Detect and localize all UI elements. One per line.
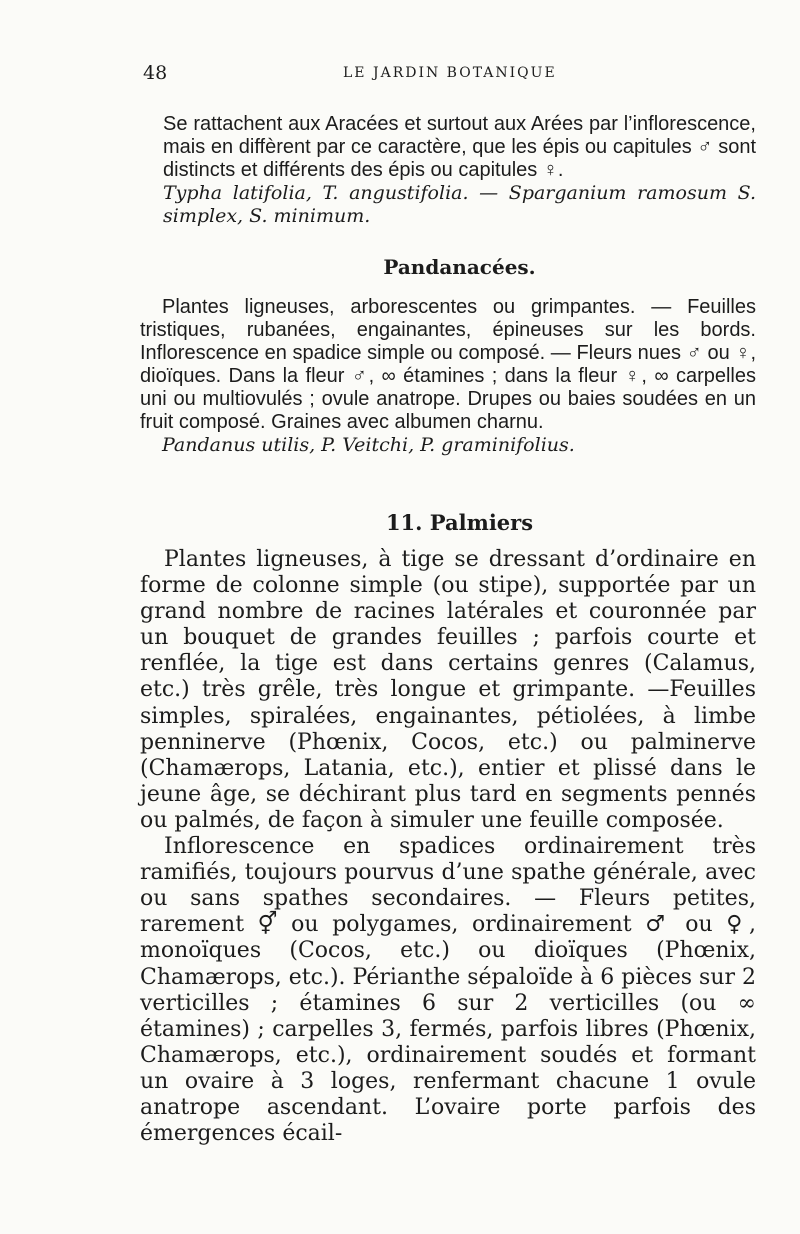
- palmiers-paragraph-1: Plantes ligneuses, à tige se dressant d’ordinaire en forme de colonne simple (ou stipe), supportée par un grand nombre de racines latérales et couronnée par un bouquet de grandes feuilles ; parfois courte et renflée, la tige est dans certains genres (Calamus, etc.) très grêle, très longue et grimpante. —Feuilles simples, spiralées, engainantes, pétiolées, à limbe penninerve (Phœnix, Cocos, etc.) ou palminerve (Chamærops, Latania, etc.), entier et plissé dans le jeune âge, se déchirant plus tard en segments pennés ou palmés, de façon à simuler une feuille composée.: [140, 547, 756, 833]
- pandanacees-heading: Pandanacées.: [383, 255, 536, 279]
- pandanacees-species: Pandanus utilis, P. Veitchi, P. graminifolius.: [162, 434, 575, 456]
- typhacees-section: [163, 113, 756, 228]
- typhacees-species: Typha latifolia, T. angustifolia. — Sparganium ramosum S. simplex, S. minimum.: [163, 182, 756, 227]
- palmiers-section: [140, 547, 756, 1147]
- typhacees-paragraph: Se rattachent aux Aracées et surtout aux Arées par l’inflorescence, mais en diffèrent par ce caractère, que les épis ou capitules ♂ sont distincts et différents des épis ou capitules ♀.: [163, 113, 756, 181]
- pandanacees-paragraph: Plantes ligneuses, arborescentes ou grimpantes. — Feuilles tristiques, rubanées, engainantes, épineuses sur les bords. Inflorescence en spadice simple ou composé. — Fleurs nues ♂ ou ♀, dioïques. Dans la fleur ♂, ∞ étamines ; dans la fleur ♀, ∞ carpelles uni ou multiovulés ; ovule anatrope. Drupes ou baies soudées en un fruit composé. Graines avec albumen charnu.: [140, 296, 756, 433]
- page-number: 48: [143, 62, 168, 84]
- running-title: LE JARDIN BOTANIQUE: [343, 65, 557, 81]
- palmiers-heading: 11. Palmiers: [385, 510, 534, 535]
- palmiers-paragraph-2: Inflorescence en spadices ordinairement très ramifiés, toujours pourvus d’une spathe générale, avec ou sans spathes secondaires. — Fleurs petites, rarement ⚥ ou polygames, ordinairement ♂ ou ♀, monoïques (Cocos, etc.) ou dioïques (Phœnix, Chamærops, etc.). Périanthe sépaloïde à 6 pièces sur 2 verticilles ; étamines 6 sur 2 verticilles (ou ∞ étamines) ; carpelles 3, fermés, parfois libres (Phœnix, Chamærops, etc.), ordinairement soudés et formant un ovaire à 3 loges, renfermant chacune 1 ovule anatrope ascendant. L’ovaire porte parfois des émergences écail-: [140, 834, 756, 1147]
- pandanacees-section: [140, 296, 756, 457]
- running-head: [143, 62, 748, 86]
